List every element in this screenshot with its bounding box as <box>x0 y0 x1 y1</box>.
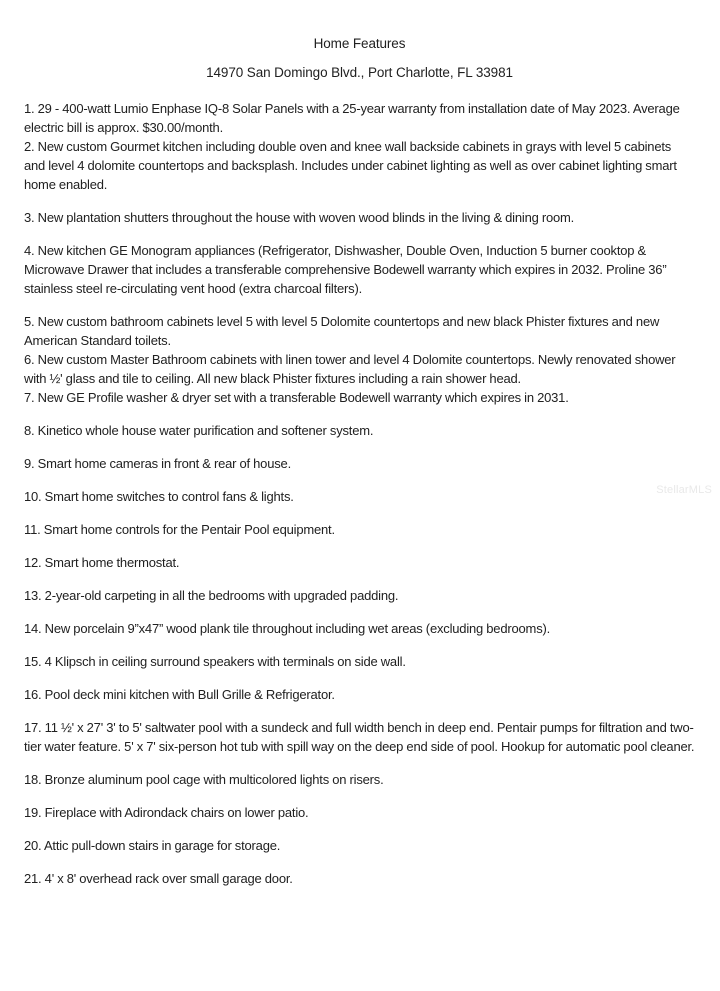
feature-item-17: 17. 11 ½' x 27' 3' to 5' saltwater pool with a sundeck and full width bench in deep end. Pentair pumps for filtration and two-tier water feature. 5' x 7' six-person hot tub with spill way on the deep end side of pool. Hookup for automatic pool cleaner. <box>24 720 695 754</box>
feature-item-9: 9. Smart home cameras in front & rear of house. <box>24 456 291 471</box>
feature-item-20: 20. Attic pull-down stairs in garage for storage. <box>24 838 281 853</box>
feature-item-5: 5. New custom bathroom cabinets level 5 with level 5 Dolomite countertops and new black Phister fixtures and new American Standard toilets. <box>24 314 660 348</box>
feature-item-1: 1. 29 - 400-watt Lumio Enphase IQ-8 Solar Panels with a 25-year warranty from installation date of May 2023. Average electric bill is approx. $30.00/month. <box>24 101 680 135</box>
feature-item-13: 13. 2-year-old carpeting in all the bedrooms with upgraded padding. <box>24 588 399 603</box>
feature-item-6: 6. New custom Master Bathroom cabinets with linen tower and level 4 Dolomite countertops. Newly renovated shower with ½' glass and tile to ceiling. All new black Phister fixtures including a rain shower head. <box>24 352 676 386</box>
feature-item-10: 10. Smart home switches to control fans & lights. <box>24 489 294 504</box>
feature-item-14: 14. New porcelain 9”x47” wood plank tile throughout including wet areas (excluding bedrooms). <box>24 621 551 636</box>
property-address: 14970 San Domingo Blvd., Port Charlotte, FL 33981 <box>206 65 513 80</box>
feature-item-15: 15. 4 Klipsch in ceiling surround speakers with terminals on side wall. <box>24 654 406 669</box>
feature-item-16: 16. Pool deck mini kitchen with Bull Grille & Refrigerator. <box>24 687 335 702</box>
feature-item-18: 18. Bronze aluminum pool cage with multicolored lights on risers. <box>24 772 384 787</box>
page-title: Home Features <box>313 36 406 51</box>
feature-list <box>24 99 695 888</box>
stellar-mls-watermark: StellarMLS <box>656 484 712 496</box>
feature-item-8: 8. Kinetico whole house water purification and softener system. <box>24 423 374 438</box>
feature-item-7: 7. New GE Profile washer & dryer set with a transferable Bodewell warranty which expires in 2031. <box>24 390 569 405</box>
feature-item-3: 3. New plantation shutters throughout the house with woven wood blinds in the living & dining room. <box>24 210 575 225</box>
feature-item-2: 2. New custom Gourmet kitchen including double oven and knee wall backside cabinets in grays with level 5 cabinets and level 4 dolomite countertops and backsplash. Includes under cabinet lighting as well as over cabinet lighting smart home enabled. <box>24 139 677 192</box>
feature-item-11: 11. Smart home controls for the Pentair Pool equipment. <box>24 522 335 537</box>
feature-item-19: 19. Fireplace with Adirondack chairs on lower patio. <box>24 805 309 820</box>
feature-item-4: 4. New kitchen GE Monogram appliances (Refrigerator, Dishwasher, Double Oven, Induction 5 burner cooktop & Microwave Drawer that includes a transferable comprehensive Bodewell warranty which expires in 2032. Proline 36” stainless steel re-circulating vent hood (extra charcoal filters). <box>24 243 667 296</box>
feature-item-21: 21. 4' x 8' overhead rack over small garage door. <box>24 871 293 886</box>
feature-item-12: 12. Smart home thermostat. <box>24 555 180 570</box>
